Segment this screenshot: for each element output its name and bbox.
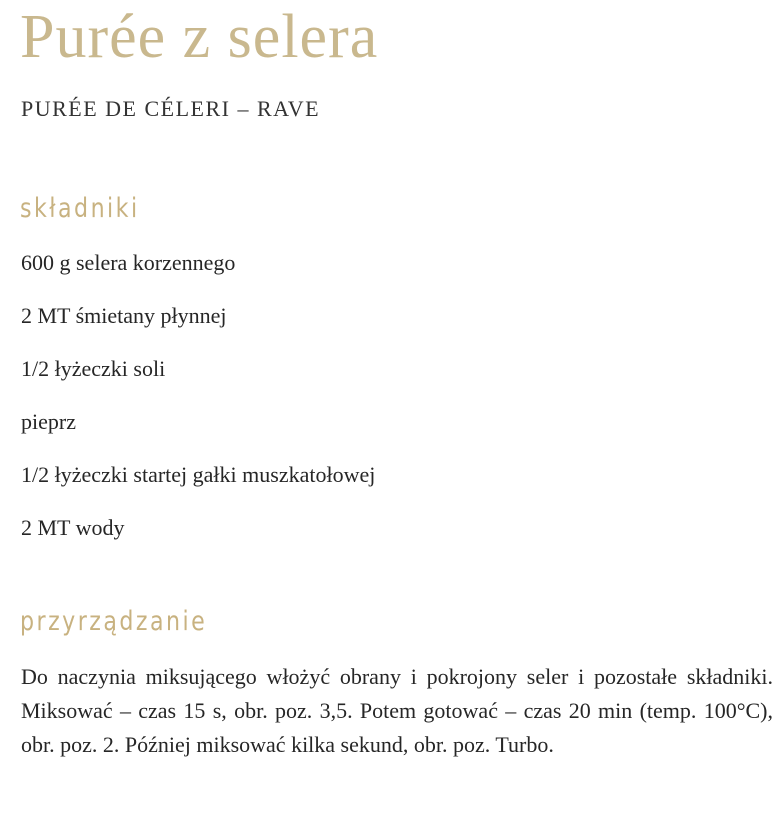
ingredients-list: [21, 246, 375, 564]
preparation-text: Do naczynia miksującego włożyć obrany i pokrojony seler i pozostałe składniki. Miksować – czas 15 s, obr. poz. 3,5. Potem gotować – czas 20 min (temp. 100°C), obr. poz. 2. Później miksować kilka sekund, obr. poz. Turbo.: [21, 664, 773, 757]
ingredient-item: pieprz: [21, 409, 76, 434]
preparation-heading: przyrządzanie: [20, 606, 208, 637]
ingredient-item: 600 g selera korzennego: [21, 250, 236, 275]
recipe-subtitle: PURÉE DE CÉLERI – RAVE: [21, 96, 321, 121]
ingredient-item: 2 MT wody: [21, 515, 125, 540]
ingredient-item: 1/2 łyżeczki soli: [21, 356, 166, 381]
ingredient-item: 1/2 łyżeczki startej gałki muszkatołowej: [21, 462, 376, 487]
ingredients-heading: składniki: [20, 193, 140, 224]
ingredient-item: 2 MT śmietany płynnej: [21, 303, 227, 328]
recipe-title: Purée z selera: [20, 3, 379, 71]
